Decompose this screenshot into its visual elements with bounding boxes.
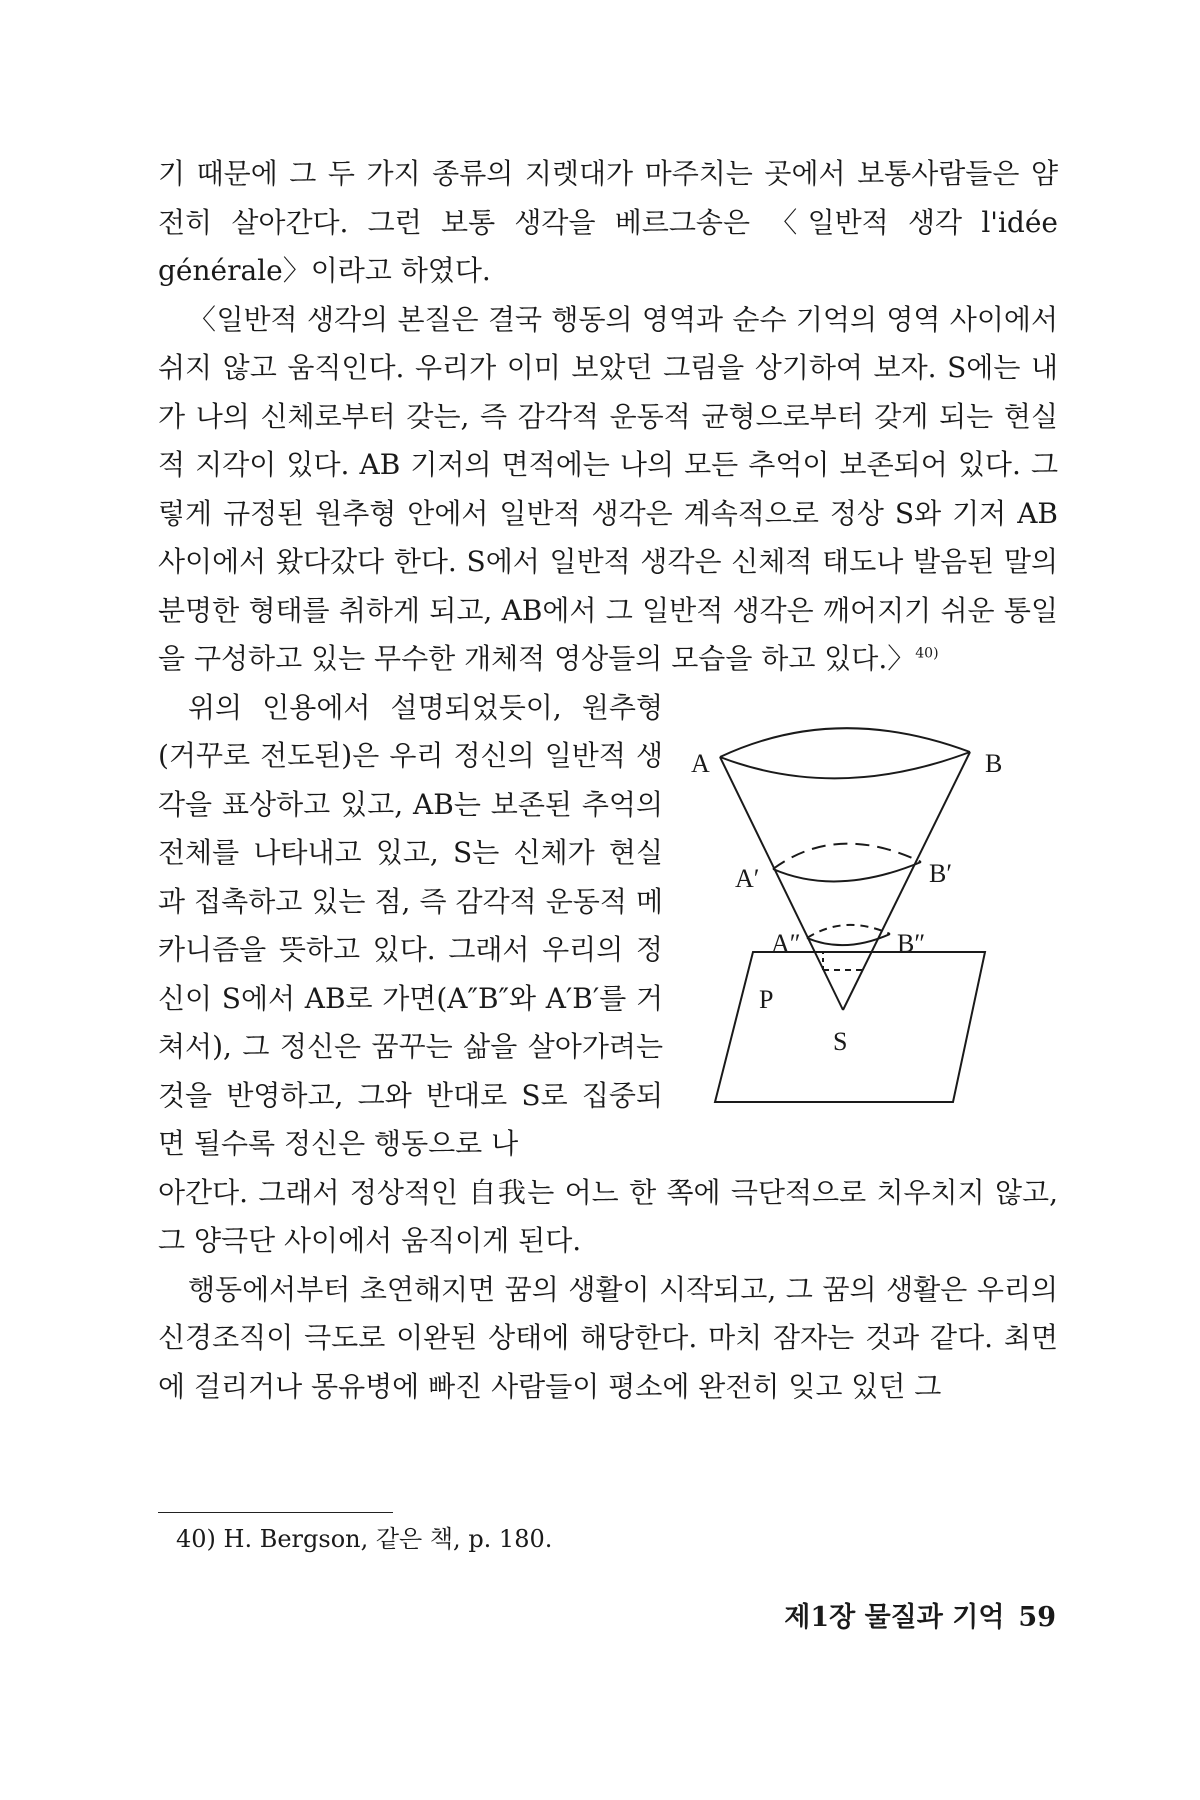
- label-b2: B″: [897, 928, 926, 958]
- cone-svg: [685, 692, 1025, 1122]
- footnote-reference: 40): [915, 645, 939, 662]
- paragraph-4: 행동에서부터 초연해지면 꿈의 생활이 시작되고, 그 꿈의 생활은 우리의 신경조직이 극도로 이완된 상태에 해당한다. 마치 잠자는 것과 같다. 최면에 걸리거나 몽유병에 빠진 사람들이 평소에 완전히 잊고 있던 그: [158, 1272, 1058, 1403]
- plane-p: [715, 952, 985, 1102]
- label-a: A: [691, 748, 710, 778]
- page-number: 59: [1018, 1602, 1056, 1633]
- label-b: B: [985, 748, 1003, 778]
- label-a2: A″: [771, 928, 801, 958]
- base-ab-back: [720, 752, 970, 778]
- base-ab-front: [720, 728, 970, 757]
- label-s: S: [833, 1026, 848, 1056]
- body-text: [158, 150, 1058, 1411]
- paragraph-1: 기 때문에 그 두 가지 종류의 지렛대가 마주치는 곳에서 보통사람들은 얌전히 살아간다. 그런 보통 생각을 베르그송은 〈일반적 생각 l'idée générale〉이라고 하였다.: [158, 157, 1058, 287]
- section-a1b1-solid: [773, 862, 921, 881]
- section-a2b2-solid: [807, 934, 890, 945]
- footnote-divider: [158, 1512, 393, 1513]
- section-a1b1-dashed: [773, 843, 921, 868]
- running-footer: [700, 1600, 1056, 1636]
- paragraph-3-continued: 아간다. 그래서 정상적인 自我는 어느 한 쪽에 극단적으로 치우치지 않고, 그 양극단 사이에서 움직이게 된다.: [158, 1175, 1058, 1257]
- label-a1: A′: [735, 863, 760, 893]
- footnote: 40) H. Bergson, 같은 책, p. 180.: [176, 1525, 553, 1553]
- label-p: P: [759, 984, 774, 1014]
- section-a2b2-dashed: [807, 924, 890, 937]
- chapter-title: 제1장 물질과 기억: [784, 1602, 1005, 1633]
- paragraph-2: [158, 296, 1058, 684]
- paragraph-3: 위의 인용에서 설명되었듯이, 원추형(거꾸로 전도된)은 우리 정신의 일반적 생각을 표상하고 있고, AB는 보존된 추억의 전체를 나타내고 있고, S는 신체가 현실과 접촉하고 있는 점, 즉 감각적 운동적 메카니즘을 뜻하고 있다. 그래서 우리의 정신이 S에서 AB로 가면(A″B″와 A′B′를 거쳐서), 그 정신은 꿈꾸는 삶을 살아가려는 것을 반영하고, 그와 반대로 S로 집중되면 될수록 정신은 행동으로 나: [158, 690, 663, 1160]
- label-b1: B′: [929, 858, 953, 888]
- paragraph-2-text: 〈일반적 생각의 본질은 결국 행동의 영역과 순수 기억의 영역 사이에서 쉬지 않고 움직인다. 우리가 이미 보았던 그림을 상기하여 보자. S에는 내가 나의 신체로부터 갖는, 즉 감각적 운동적 균형으로부터 갖게 되는 현실적 지각이 있다. AB 기저의 면적에는 나의 모든 추억이 보존되어 있다. 그렇게 규정된 원추형 안에서 일반적 생각은 계속적으로 정상 S와 기저 AB 사이에서 왔다갔다 한다. S에서 일반적 생각은 신체적 태도나 발음된 말의 분명한 형태를 취하게 되고, AB에서 그 일반적 생각은 깨어지기 쉬운 통일을 구성하고 있는 무수한 개체적 영상들의 모습을 하고 있다.〉: [158, 302, 1058, 675]
- cone-diagram: [685, 692, 1025, 1122]
- figure-section: [158, 684, 1058, 1169]
